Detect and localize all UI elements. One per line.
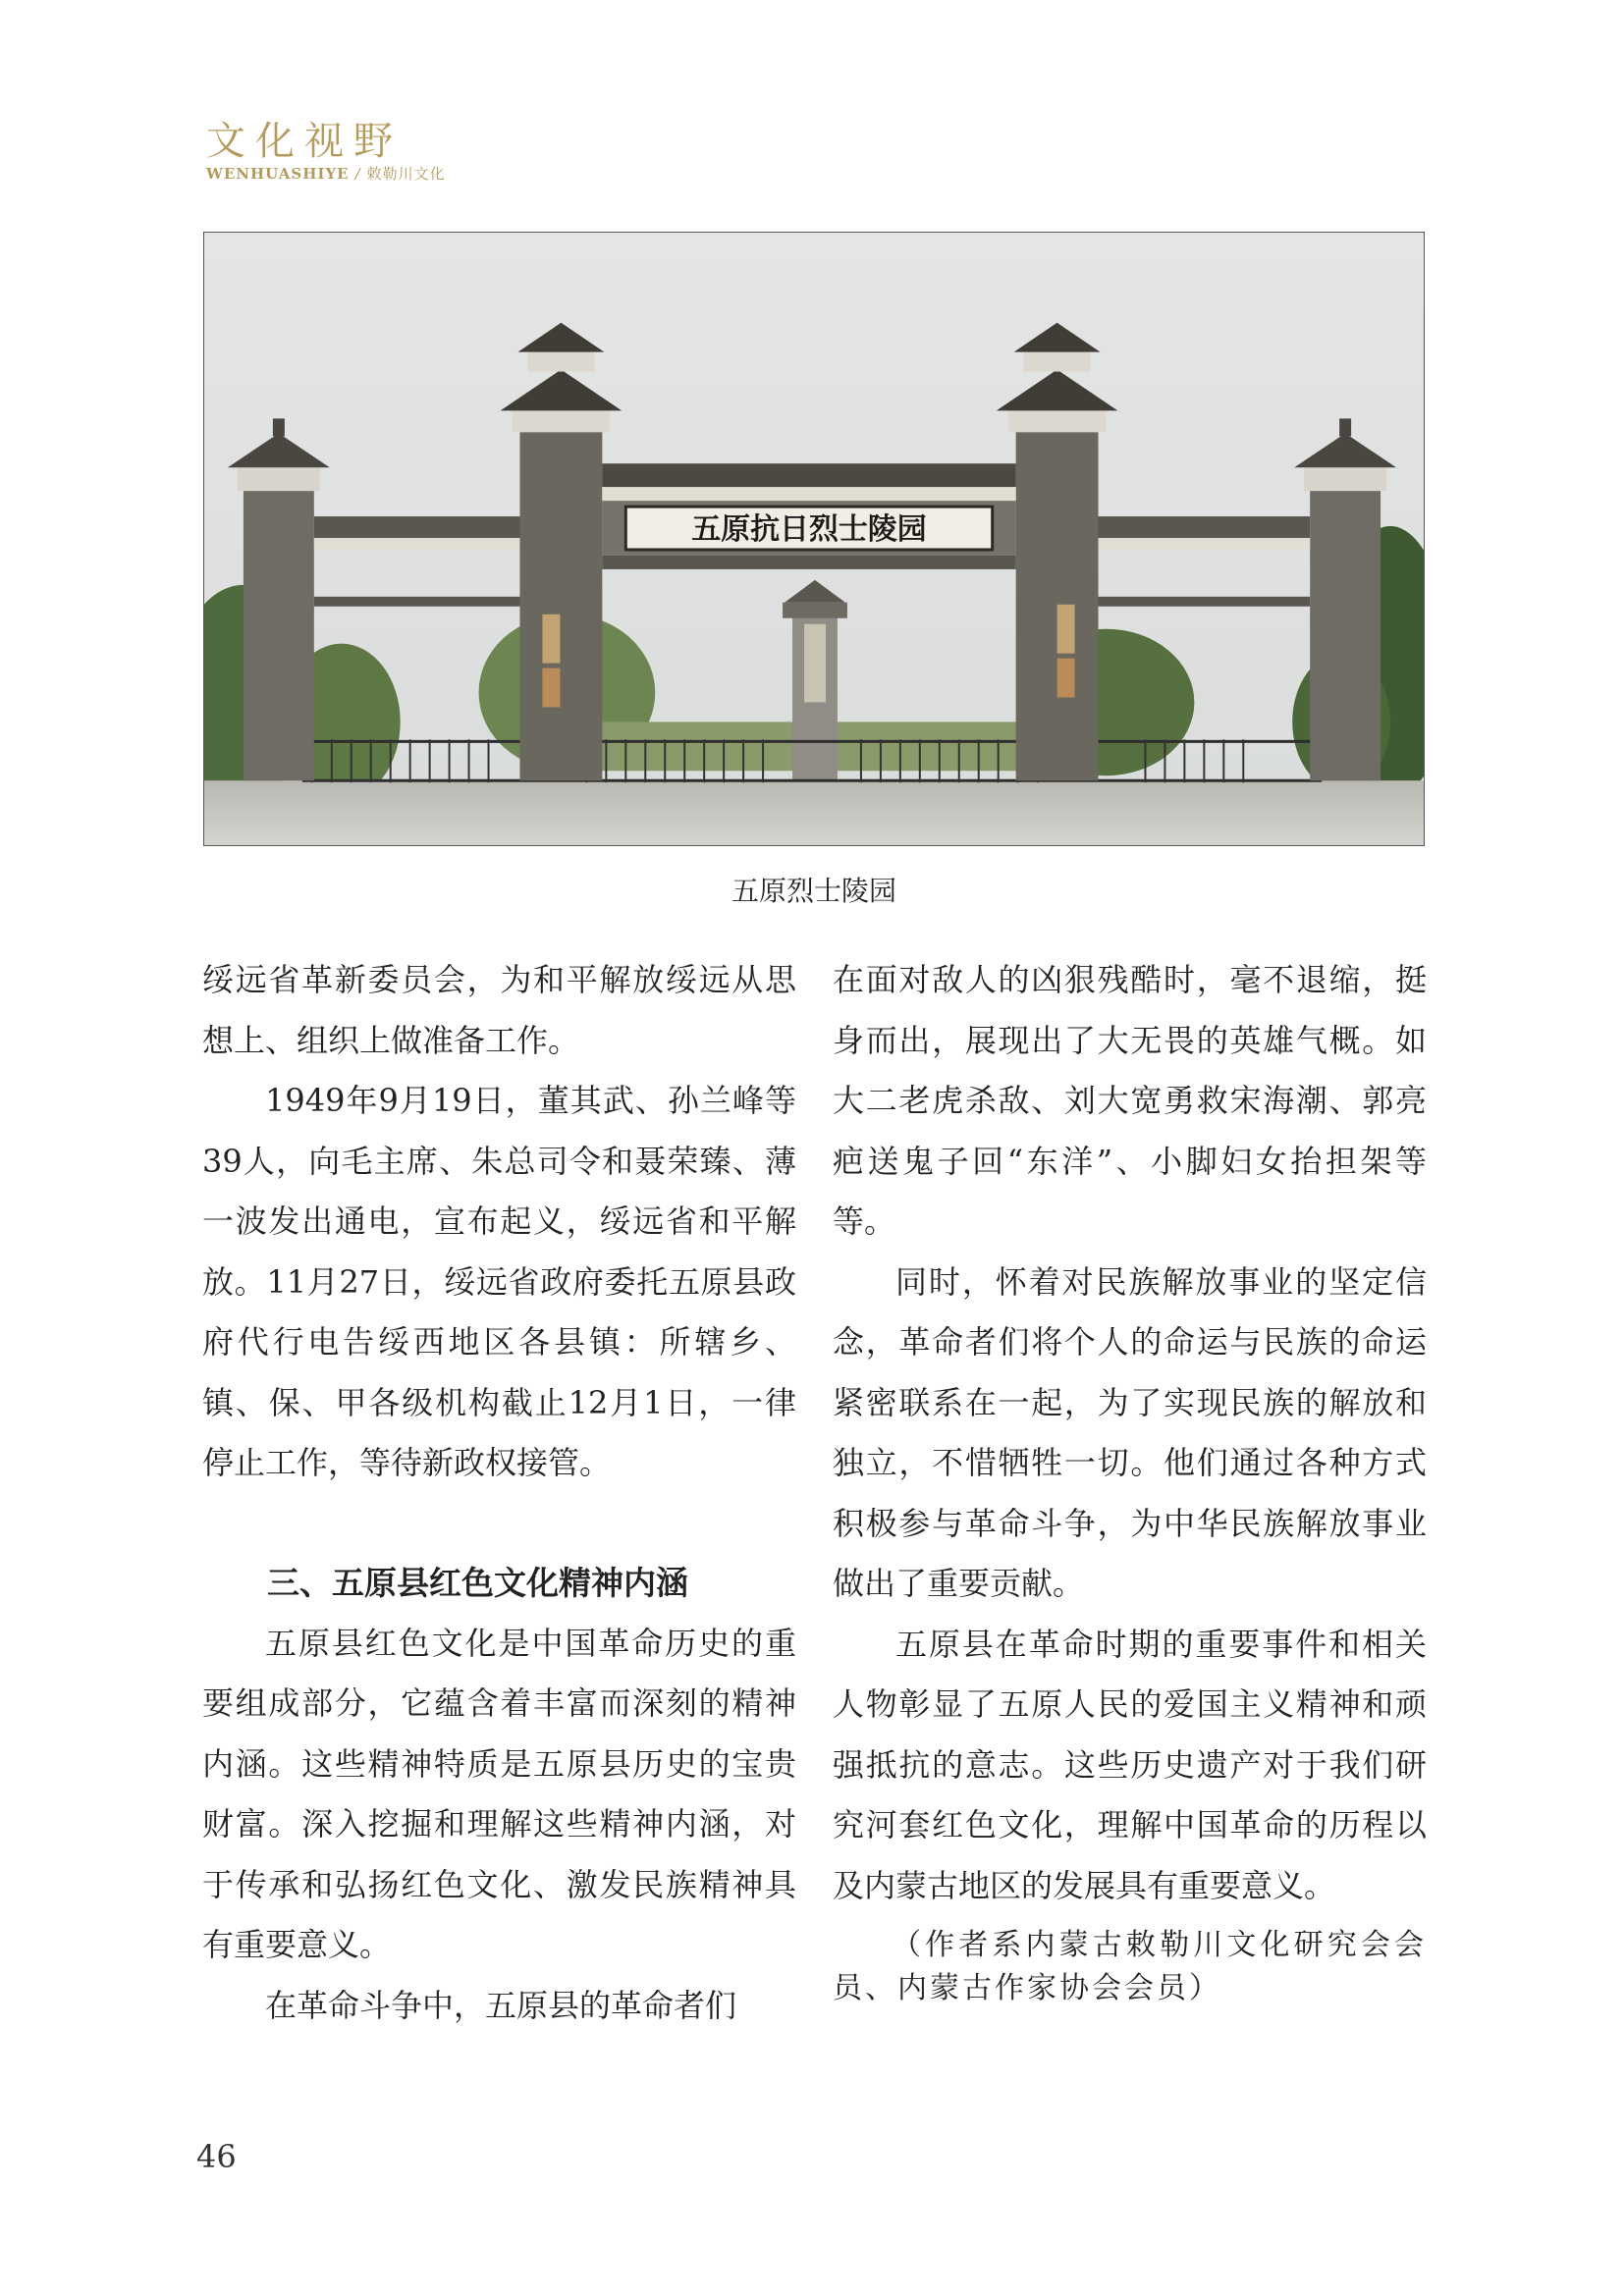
photo-caption: 五原烈士陵园 xyxy=(731,875,896,907)
section-title: 文化视野 xyxy=(206,119,403,164)
section-subtitle xyxy=(206,163,446,184)
memorial-gate-photo xyxy=(203,232,1425,846)
section-heading: 三、五原县红色文化精神内涵 xyxy=(267,1563,688,1602)
paragraph: 在面对敌人的凶狠残酷时，毫不退缩，挺身而出，展现出了大无畏的英雄气概。如大二老虎杀敌、刘大宽勇救宋海潮、郭亮疤送鬼子回“东洋”、小脚妇女抬担架等等。 xyxy=(833,961,1427,1240)
section-spacer xyxy=(202,1494,796,1553)
paragraph: 绥远省革新委员会，为和平解放绥远从思想上、组织上做准备工作。 xyxy=(202,961,796,1059)
author-note: （作者系内蒙古敕勒川文化研究会会员、内蒙古作家协会会员） xyxy=(833,1928,1427,2005)
right-column xyxy=(833,950,1427,2010)
subtitle-separator: / xyxy=(354,165,361,183)
paragraph: 在革命斗争中，五原县的革命者们 xyxy=(265,1986,737,2024)
page-number: 46 xyxy=(196,2138,237,2175)
memorial-gate-illustration xyxy=(204,233,1424,845)
paragraph: 同时，怀着对民族解放事业的坚定信念，革命者们将个人的命运与民族的命运紧密联系在一起，为了实现民族的解放和独立，不惜牺牲一切。他们通过各种方式积极参与革命斗争，为中华民族解放事业做出了重要贡献。 xyxy=(833,1262,1427,1602)
section-subtitle-en: WENHUASHIYE xyxy=(206,165,350,183)
paragraph: 1949年9月19日，董其武、孙兰峰等39人，向毛主席、朱总司令和聂荣臻、薄一波发出通电，宣布起义，绥远省和平解放。11月27日，绥远省政府委托五原县政府代行电告绥西地区各县镇：所辖乡、镇、保、甲各级机构截止12月1日，一律停止工作，等待新政权接管。 xyxy=(202,1082,796,1481)
section-subtitle-cn: 敕勒川文化 xyxy=(366,165,446,183)
gate-sign-text: 五原抗日烈士陵园 xyxy=(691,512,927,547)
left-column xyxy=(202,950,796,2036)
paragraph: 五原县红色文化是中国革命历史的重要组成部分，它蕴含着丰富而深刻的精神内涵。这些精神特质是五原县历史的宝贵财富。深入挖掘和理解这些精神内涵，对于传承和弘扬红色文化、激发民族精神具有重要意义。 xyxy=(202,1624,796,1963)
paragraph: 五原县在革命时期的重要事件和相关人物彰显了五原人民的爱国主义精神和顽强抵抗的意志。这些历史遗产对于我们研究河套红色文化，理解中国革命的历程以及内蒙古地区的发展具有重要意义。 xyxy=(833,1625,1427,1904)
